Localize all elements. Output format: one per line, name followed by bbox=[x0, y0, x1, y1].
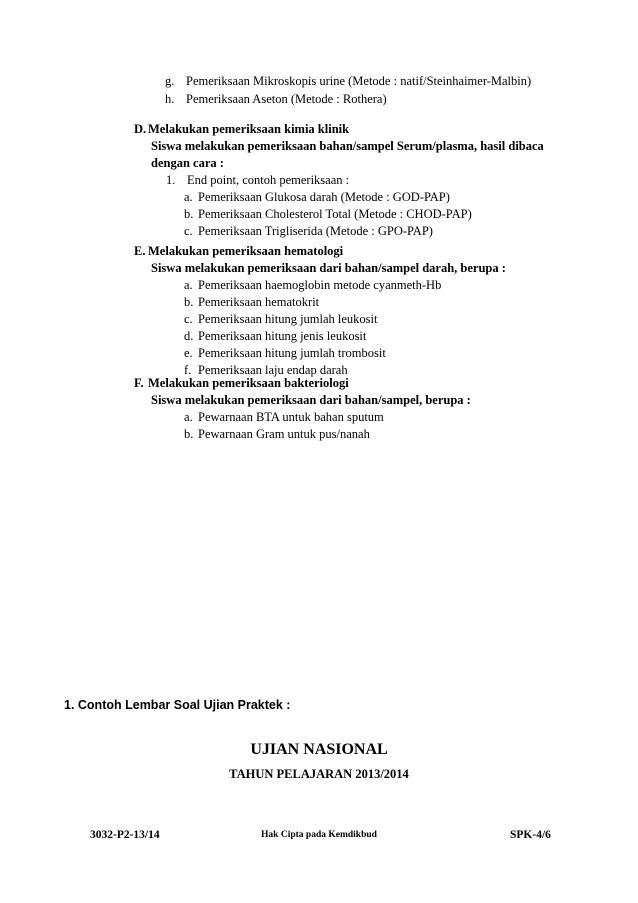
exam-year: TAHUN PELAJARAN 2013/2014 bbox=[229, 767, 409, 781]
list-item: a. Pemeriksaan Glukosa darah (Metode : GOD-PAP) bbox=[184, 190, 450, 204]
list-item: c. Pemeriksaan Trigliserida (Metode : GPO-PAP) bbox=[184, 224, 433, 238]
list-item: a. Pewarnaan BTA untuk bahan sputum bbox=[184, 410, 384, 424]
footer-copyright: Hak Cipta pada Kemdikbud bbox=[261, 830, 377, 840]
section-f-heading: F. Melakukan pemeriksaan bakteriologi bbox=[134, 376, 349, 390]
section-d-desc-cont: dengan cara : bbox=[151, 156, 224, 170]
section-f-desc: Siswa melakukan pemeriksaan dari bahan/sampel, berupa : bbox=[151, 393, 471, 407]
footer-code: 3032-P2-13/14 bbox=[90, 829, 160, 841]
section-d-desc: Siswa melakukan pemeriksaan bahan/sampel Serum/plasma, hasil dibaca bbox=[151, 139, 544, 153]
exam-title: UJIAN NASIONAL bbox=[250, 741, 388, 758]
section-e-desc: Siswa melakukan pemeriksaan dari bahan/sampel darah, berupa : bbox=[151, 261, 506, 275]
list-item: f. Pemeriksaan laju endap darah bbox=[184, 363, 348, 377]
list-item: e. Pemeriksaan hitung jumlah trombosit bbox=[184, 346, 386, 360]
section-d-heading: D. Melakukan pemeriksaan kimia klinik bbox=[134, 122, 350, 136]
list-item: b. Pewarnaan Gram untuk pus/nanah bbox=[184, 427, 370, 441]
list-item: b. Pemeriksaan hematokrit bbox=[184, 295, 320, 309]
list-item: c. Pemeriksaan hitung jumlah leukosit bbox=[184, 312, 378, 326]
list-item: h. Pemeriksaan Aseton (Metode : Rothera) bbox=[165, 92, 387, 106]
list-item: a. Pemeriksaan haemoglobin metode cyanmeth-Hb bbox=[184, 278, 442, 292]
list-item: b. Pemeriksaan Cholesterol Total (Metode : CHOD-PAP) bbox=[184, 207, 472, 221]
example-heading: 1. Contoh Lembar Soal Ujian Praktek : bbox=[64, 698, 291, 712]
section-d-subitem: 1. End point, contoh pemeriksaan : bbox=[166, 173, 350, 187]
footer-page-number: SPK-4/6 bbox=[510, 829, 551, 841]
section-e-heading: E. Melakukan pemeriksaan hematologi bbox=[134, 244, 344, 258]
list-item: d. Pemeriksaan hitung jenis leukosit bbox=[184, 329, 367, 343]
list-item: g. Pemeriksaan Mikroskopis urine (Metode : natif/Steinhaimer-Malbin) bbox=[165, 74, 532, 88]
